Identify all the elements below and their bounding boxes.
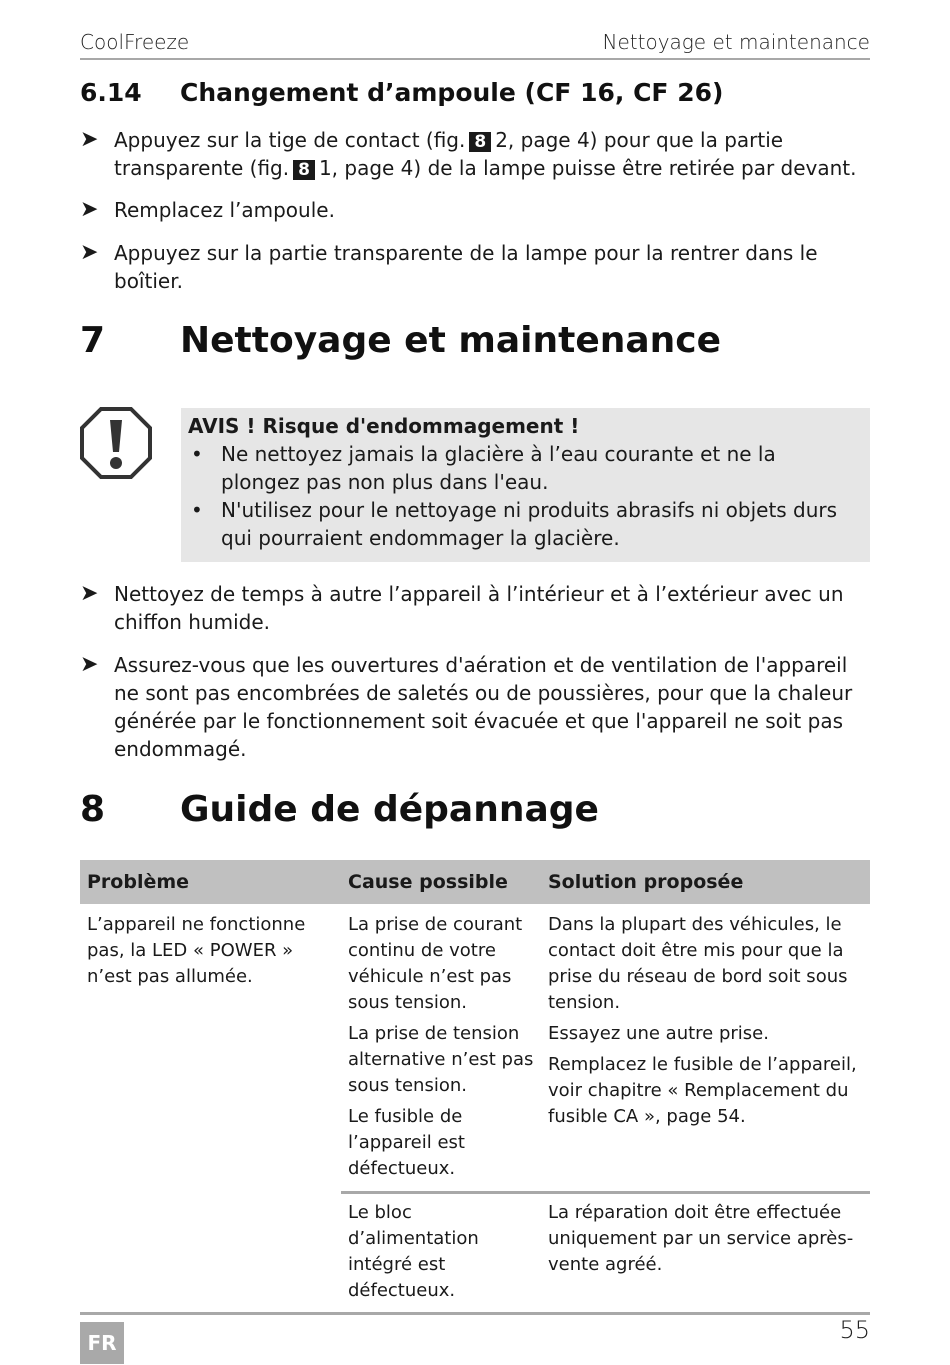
step-text: Nettoyez de temps à autre l’appareil à l’intérieur et à l’extérieur avec un chiffon humide. [114,582,844,634]
troubleshooting-table [80,860,870,1315]
step-text [114,126,870,182]
bullet-dot-icon: • [191,498,203,522]
cause-text: Le bloc d’alimentation intégré est défectueux. [348,1202,479,1301]
solution-text: La réparation doit être effectuée uniquement par un service après-vente agréé. [548,1202,854,1275]
solution-text: Remplacez le fusible de l’appareil, voir chapitre « Remplacement du fusible CA », page 54. [548,1054,857,1127]
notice-bullet [188,496,858,552]
problem-text: L’appareil ne fonctionne pas, la LED « POWER » n’est pas allumée. [87,914,306,987]
running-header [80,28,870,60]
step-item [80,126,870,182]
bullet-dot-icon: • [191,442,203,466]
step-text: Appuyez sur la partie transparente de la lampe pour la rentrer dans le boîtier. [114,241,818,293]
step-text-part: Appuyez sur la tige de contact (fig. [114,128,466,152]
figure-ref-badge: 8 [469,132,491,152]
section-title: Nettoyage et maintenance [180,320,722,361]
notice-bullet [188,440,858,496]
cause-text: La prise de courant continu de votre véhicule n’est pas sous tension. [348,914,523,1013]
step-text: Assurez-vous que les ouvertures d'aération et de ventilation de l'appareil ne sont pas encombrées de saletés ou de poussières, pour que la chaleur générée par le fonctionnement soit évacuée et que l'appareil ne soit pas endommagé. [114,653,853,761]
step-item [80,651,870,763]
section-number: 6.14 [80,78,142,107]
arrowhead-icon: ➤ [80,197,99,222]
table-row [80,904,870,1193]
notice-bullet-text: N'utilisez pour le nettoyage ni produits abrasifs ni objets durs qui pourraient endommager la glacière. [221,498,838,550]
page-number: 55 [839,1316,870,1344]
solution-text: Dans la plupart des véhicules, le contact doit être mis pour que la prise du réseau de bord soit sous tension. [548,914,848,1013]
column-header-problem: Problème [80,860,341,904]
cause-cell [341,904,541,1193]
arrowhead-icon: ➤ [80,652,99,677]
step-item [80,196,870,224]
section-title: Changement d’ampoule (CF 16, CF 26) [180,78,724,107]
solution-cell [541,1193,870,1314]
step-text-part: 1, page 4) de la lampe puisse être retirée par devant. [318,156,857,180]
section-number: 7 [80,320,106,361]
notice-title: AVIS ! Risque d'endommagement ! [188,414,580,438]
solution-cell [541,904,870,1193]
notice-bullet-text: Ne nettoyez jamais la glacière à l’eau courante et ne la plongez pas non plus dans l'eau. [221,442,776,494]
arrowhead-icon: ➤ [80,127,99,152]
header-product-name: CoolFreeze [80,30,190,54]
cause-cell [341,1193,541,1314]
table-header-row [80,860,870,904]
section-title: Guide de dépannage [180,789,599,830]
arrowhead-icon: ➤ [80,240,99,265]
step-text-part: 2, page 4) pour que la partie transparente (fig. [114,128,784,180]
section-number: 8 [80,789,106,830]
problem-cell [80,904,341,1314]
step-item [80,580,870,636]
column-header-solution: Solution proposée [541,860,870,904]
cause-text: Le fusible de l’appareil est défectueux. [348,1106,465,1179]
language-badge: FR [80,1322,124,1364]
exclamation-octagon-icon [79,406,153,480]
arrowhead-icon: ➤ [80,581,99,606]
figure-ref-badge: 8 [293,160,315,180]
step-text: Remplacez l’ampoule. [114,198,335,222]
notice-box [181,408,870,562]
header-chapter-title: Nettoyage et maintenance [602,30,870,54]
solution-text: Essayez une autre prise. [548,1023,769,1044]
column-header-cause: Cause possible [341,860,541,904]
cause-text: La prise de tension alternative n’est pas sous tension. [348,1023,534,1096]
step-item [80,239,870,295]
